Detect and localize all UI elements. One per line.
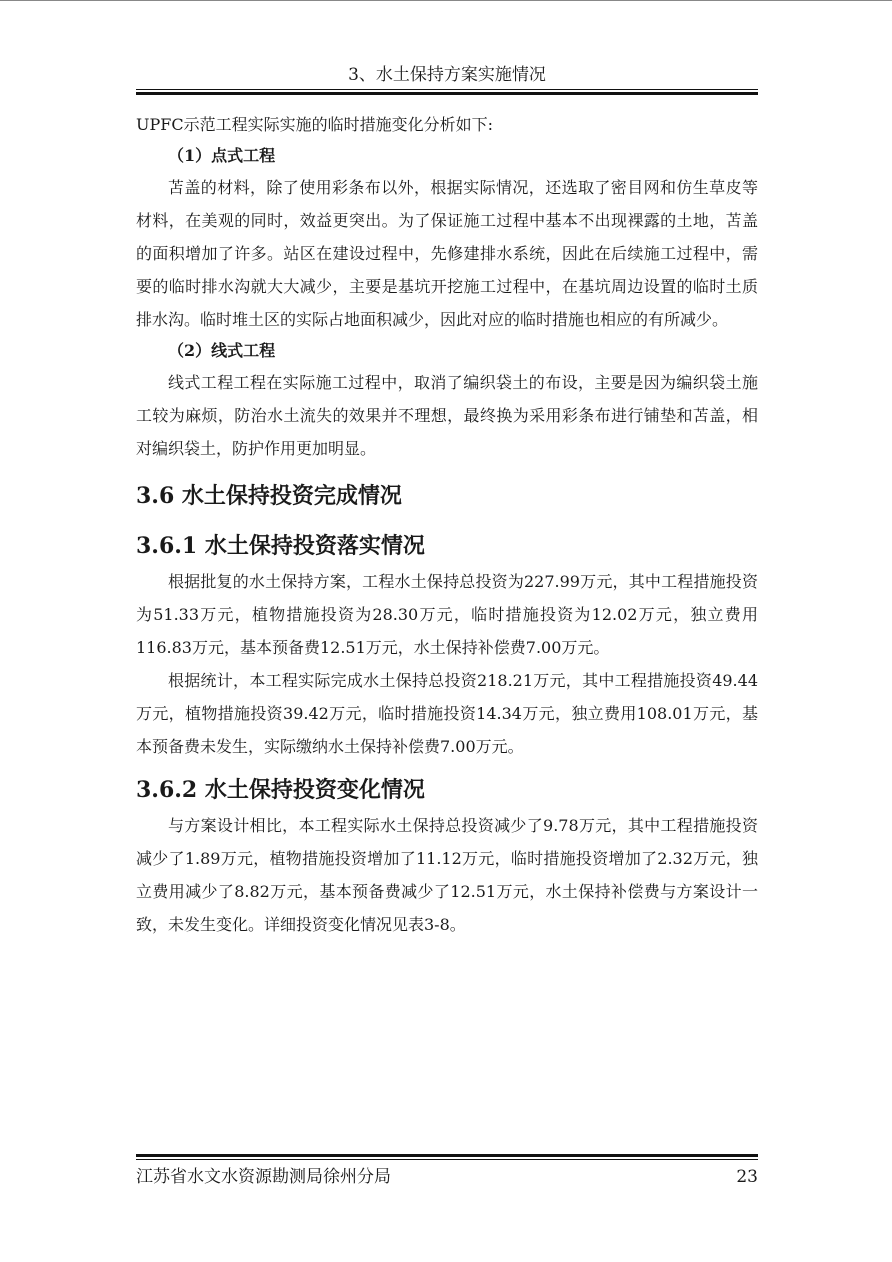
header-rule-thin: [136, 89, 758, 90]
point-works-paragraph: 苫盖的材料，除了使用彩条布以外，根据实际情况，还选取了密目网和仿生草皮等材料，在美观的同时，效益更突出。为了保证施工过程中基本不出现裸露的土地，苫盖的面积增加了许多。站区在建设过程中，先修建排水系统，因此在后续施工过程中，需要的临时排水沟就大大减少，主要是基坑开挖施工过程中，在基坑周边设置的临时土质排水沟。临时堆土区的实际占地面积减少，因此对应的临时措施也相应的有所减少。: [136, 178, 758, 329]
point-works-heading: （1）点式工程: [168, 146, 276, 165]
section-3-6-1-heading: 3.6.1 水土保持投资落实情况: [136, 533, 425, 559]
page-content: [136, 108, 758, 941]
intro-paragraph: UPFC示范工程实际实施的临时措施变化分析如下:: [136, 115, 493, 134]
section-3-6-1-paragraph-1: 根据批复的水土保持方案，工程水土保持总投资为227.99万元，其中工程措施投资为51.33万元，植物措施投资为28.30万元，临时措施投资为12.02万元，独立费用116.83万元，基本预备费12.51万元，水土保持补偿费7.00万元。: [136, 572, 758, 657]
section-3-6-1-paragraph-2: 根据统计，本工程实际完成水土保持总投资218.21万元，其中工程措施投资49.44万元，植物措施投资39.42万元，临时措施投资14.34万元，独立费用108.01万元，基本预备费未发生，实际缴纳水土保持补偿费7.00万元。: [136, 671, 758, 756]
footer-organization: 江苏省水文水资源勘测局徐州分局: [136, 1167, 391, 1187]
section-3-6-2-heading: 3.6.2 水土保持投资变化情况: [136, 777, 425, 803]
section-3-6-heading: 3.6 水土保持投资完成情况: [136, 483, 402, 509]
footer-rule-thin: [136, 1159, 758, 1160]
section-3-6-2-paragraph: 与方案设计相比，本工程实际水土保持总投资减少了9.78万元，其中工程措施投资减少了1.89万元，植物措施投资增加了11.12万元，临时措施投资增加了2.32万元，独立费用减少了8.82万元，基本预备费减少了12.51万元，水土保持补偿费与方案设计一致，未发生变化。详细投资变化情况见表3-8。: [136, 816, 758, 934]
page-top-border: [0, 0, 892, 1]
line-works-paragraph: 线式工程工程在实际施工过程中，取消了编织袋土的布设，主要是因为编织袋土施工较为麻烦，防治水土流失的效果并不理想，最终换为采用彩条布进行铺垫和苫盖，相对编织袋土，防护作用更加明显。: [136, 373, 758, 458]
line-works-heading: （2）线式工程: [168, 341, 276, 360]
running-header-title: 3、水土保持方案实施情况: [348, 65, 546, 85]
page-number: 23: [736, 1167, 758, 1187]
page-footer: [136, 1165, 758, 1189]
header-rule-thick: [136, 92, 758, 95]
footer-rule-thick: [136, 1154, 758, 1157]
